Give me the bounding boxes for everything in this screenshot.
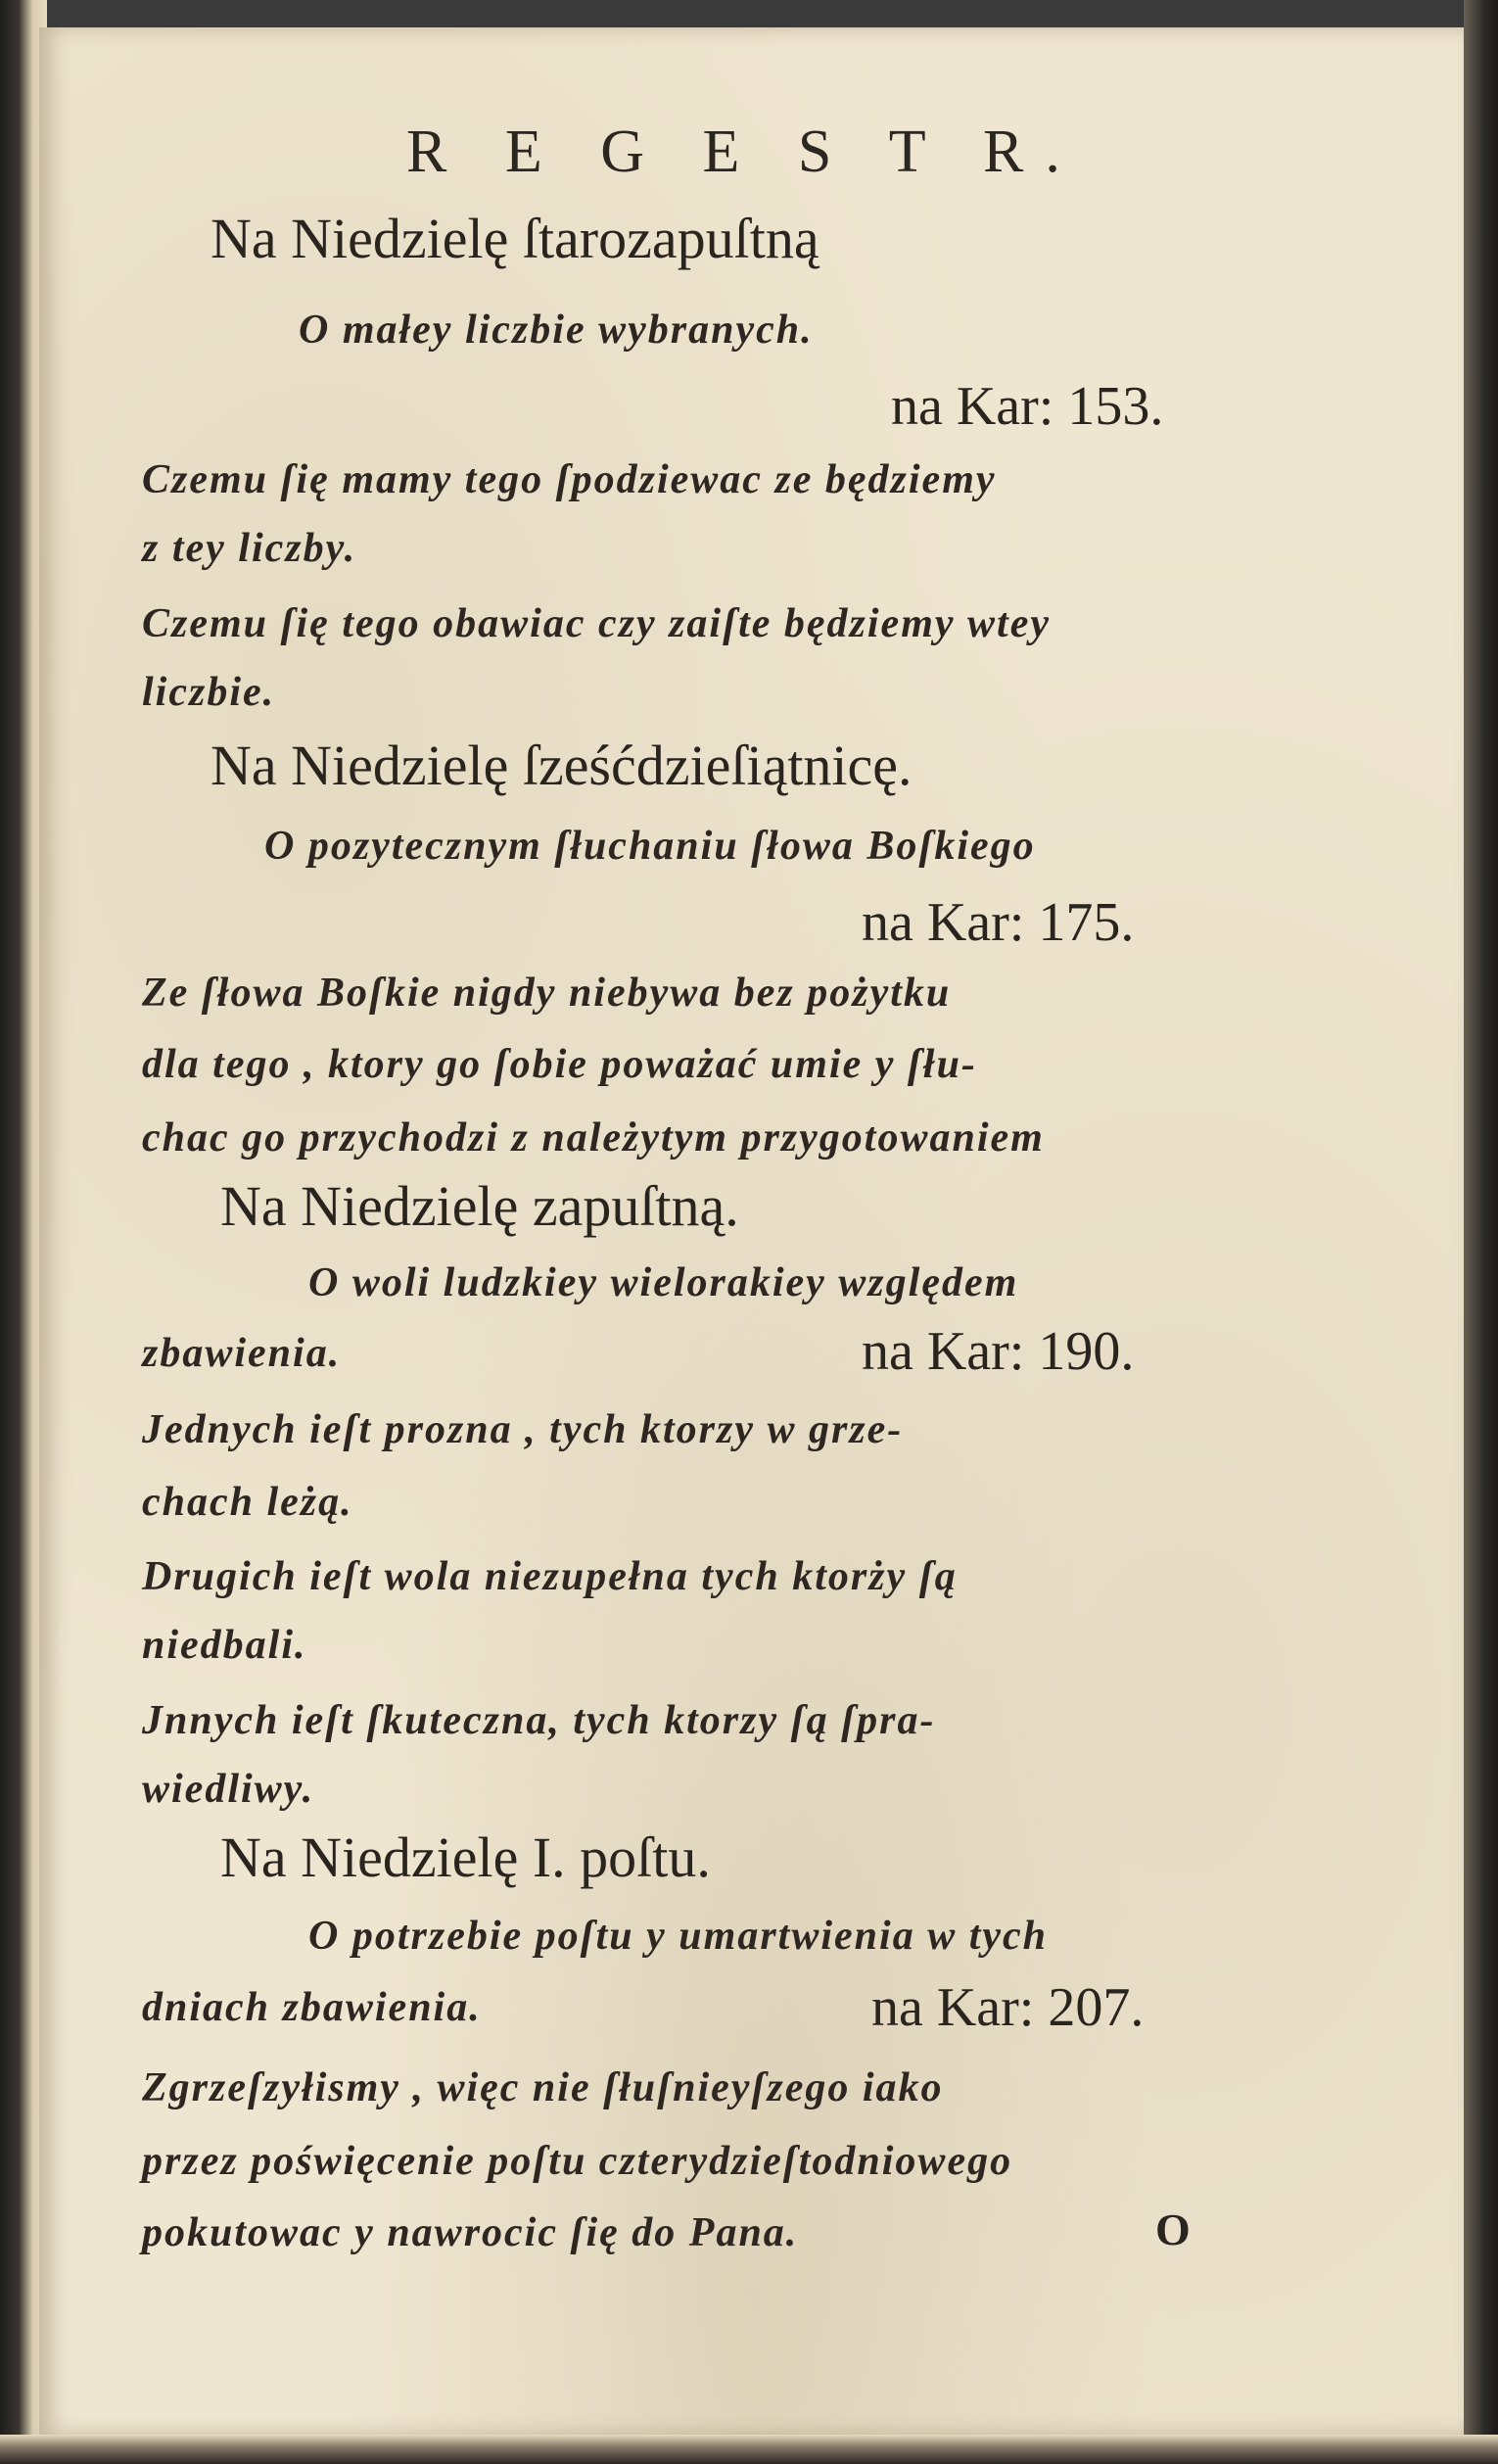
text-line: z tey liczby. — [142, 526, 357, 571]
page-reference-1: na Kar: 153. — [891, 376, 1164, 437]
section-subject-4-cont: dniach zbawienia. — [142, 1985, 482, 2030]
text-line: Drugich ieſt wola niezupełna tych ktorży ſą — [142, 1554, 958, 1599]
section-heading-4: Na Niedzielę I. poſtu. — [220, 1825, 711, 1889]
page-title: R E G E S T R. — [406, 118, 1082, 185]
text-line: Jnnych ieſt ſkuteczna, tych ktorzy ſą ſpra- — [142, 1698, 936, 1743]
section-subject-3: O woli ludzkiey wielorakiey względem — [308, 1260, 1019, 1305]
page-bottom-edge — [0, 2435, 1498, 2464]
text-line: wiedliwy. — [142, 1767, 315, 1812]
text-line: chach leżą. — [142, 1480, 353, 1525]
text-line: Jednych ieſt prozna , tych ktorzy w grze- — [142, 1407, 904, 1452]
text-line: Czemu ſię tego obawiac czy zaiſte będziemy wtey — [142, 601, 1051, 646]
section-subject-3-cont: zbawienia. — [142, 1331, 342, 1376]
text-line: pokutowac y nawrocic ſię do Pana. — [142, 2210, 799, 2255]
text-line: Ze ſłowa Boſkie nigdy niebywa bez pożytku — [142, 971, 952, 1016]
page-reference-2: na Kar: 175. — [862, 892, 1135, 953]
text-line: liczbie. — [142, 670, 276, 715]
text-line: niedbali. — [142, 1623, 307, 1668]
section-subject-1: O małey liczbie wybranych. — [299, 308, 814, 353]
catchword: O — [1155, 2204, 1191, 2254]
section-heading-3: Na Niedzielę zapuſtną. — [220, 1174, 739, 1238]
section-subject-2: O pozytecznym ſłuchaniu ſłowa Boſkiego — [264, 824, 1036, 869]
text-line: Czemu ſię mamy tego ſpodziewac ze będziemy — [142, 457, 997, 502]
section-heading-1: Na Niedzielę ſtarozapuſtną — [211, 207, 819, 270]
section-heading-2: Na Niedzielę ſześćdzieſiątnicę. — [211, 734, 913, 797]
page-reference-4: na Kar: 207. — [871, 1977, 1145, 2038]
text-line: przez poświęcenie poſtu czterydzieſtodniowego — [142, 2139, 1013, 2184]
text-line: dla tego , ktory go ſobie poważać umie y ſłu- — [142, 1042, 977, 1087]
page-reference-3: na Kar: 190. — [862, 1321, 1135, 1382]
section-subject-4: O potrzebie poſtu y umartwienia w tych — [308, 1914, 1049, 1959]
text-line: Zgrzeſzyłismy , więc nie ſłuſnieyſzego iako — [142, 2065, 944, 2110]
book-page — [39, 27, 1464, 2435]
text-line: chac go przychodzi z należytym przygotowaniem — [142, 1115, 1045, 1161]
page-right-edge — [1464, 0, 1498, 2464]
